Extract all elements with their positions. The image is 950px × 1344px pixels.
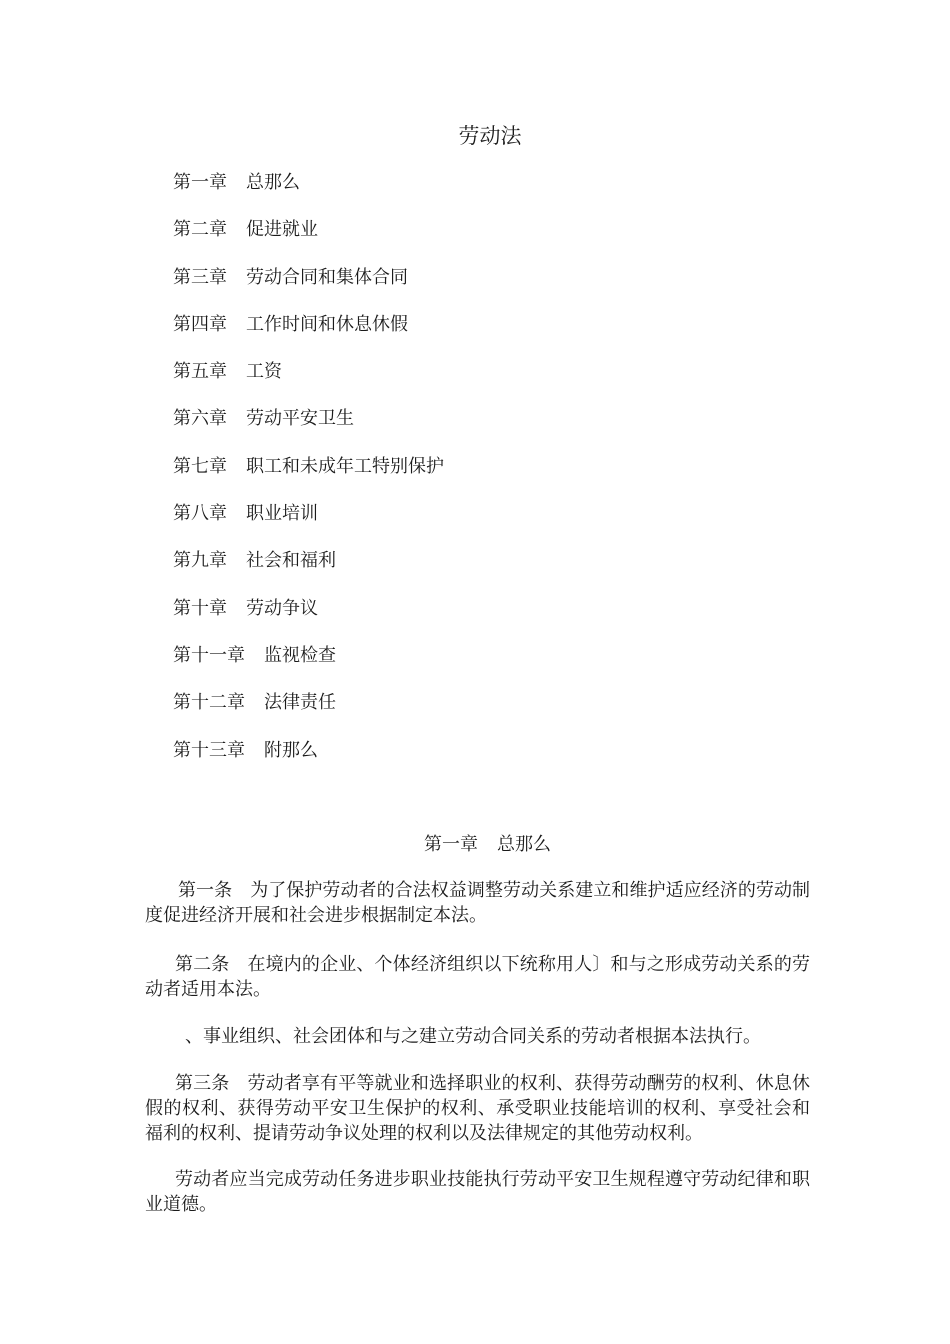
article-number: 第一条 [178,880,233,901]
section-chapter-number: 第一章 [424,834,478,855]
toc-chapter-name: 总那么 [246,172,300,193]
toc-chapter-number: 第十章 [173,597,227,619]
toc-item [173,642,444,689]
toc-chapter-number: 第十三章 [173,739,245,761]
table-of-contents [173,169,444,784]
section-heading [0,831,950,859]
toc-item [173,405,444,452]
toc-item [173,453,444,500]
toc-chapter-number: 第五章 [173,361,227,383]
toc-chapter-name: 工资 [246,361,282,383]
toc-item [173,358,444,405]
toc-chapter-name: 社会和福利 [246,550,336,572]
toc-item [173,737,444,784]
article-number: 第二条 [175,954,230,975]
toc-chapter-number: 第一章 [173,172,227,193]
toc-chapter-number: 第十一章 [173,644,245,666]
body-paragraph [145,1167,810,1217]
toc-chapter-name: 职业培训 [246,503,318,525]
article-text: 劳动者享有平等就业和选择职业的权利、获得劳动酬劳的权利、休息休假的权利、获得劳动平安卫生保护的权利、承受职业技能培训的权利、享受社会和福利的权利、提请劳动争议处理的权利以及法律规定的其他劳动权利。 [145,1073,811,1144]
article-paragraph [145,1071,810,1146]
toc-chapter-name: 劳动争议 [246,597,318,619]
toc-chapter-name: 劳动合同和集体合同 [246,266,408,288]
body-paragraph [145,1024,810,1049]
article-text: 为了保护劳动者的合法权益调整劳动关系建立和维护适应经济的劳动制度促进经济开展和社会进步根据制定本法。 [145,880,811,926]
toc-chapter-name: 职工和未成年工特别保护 [246,455,444,477]
toc-chapter-number: 第七章 [173,455,227,477]
toc-item [173,689,444,736]
toc-chapter-number: 第四章 [173,313,227,335]
toc-chapter-name: 劳动平安卫生 [246,408,354,430]
toc-item [173,169,444,216]
article-paragraph [145,952,810,1002]
toc-item [173,311,444,358]
toc-chapter-number: 第九章 [173,550,227,572]
toc-chapter-name: 促进就业 [246,219,318,241]
toc-chapter-number: 第十二章 [173,692,245,714]
toc-chapter-number: 第三章 [173,266,227,288]
toc-item [173,500,444,547]
toc-item [173,595,444,642]
document-title: 劳动法 [458,124,522,148]
toc-item [173,547,444,594]
section-chapter-name: 总那么 [497,834,551,855]
toc-chapter-name: 附那么 [264,739,318,761]
toc-chapter-number: 第八章 [173,503,227,525]
toc-chapter-name: 法律责任 [264,692,336,714]
toc-chapter-name: 监视检查 [264,644,336,666]
toc-chapter-name: 工作时间和休息休假 [246,313,408,335]
paragraph-text: 劳动者应当完成劳动任务进步职业技能执行劳动平安卫生规程遵守劳动纪律和职业道德。 [145,1169,810,1215]
article-paragraph [145,878,810,928]
toc-chapter-number: 第二章 [173,219,227,241]
toc-item [173,264,444,311]
toc-chapter-number: 第六章 [173,408,227,430]
article-number: 第三条 [175,1073,230,1094]
article-text: 在境内的企业、个体经济组织以下统称用人〕和与之形成劳动关系的劳动者适用本法。 [145,954,811,1000]
toc-item [173,216,444,263]
paragraph-text: 、事业组织、社会团体和与之建立劳动合同关系的劳动者根据本法执行。 [185,1026,761,1047]
